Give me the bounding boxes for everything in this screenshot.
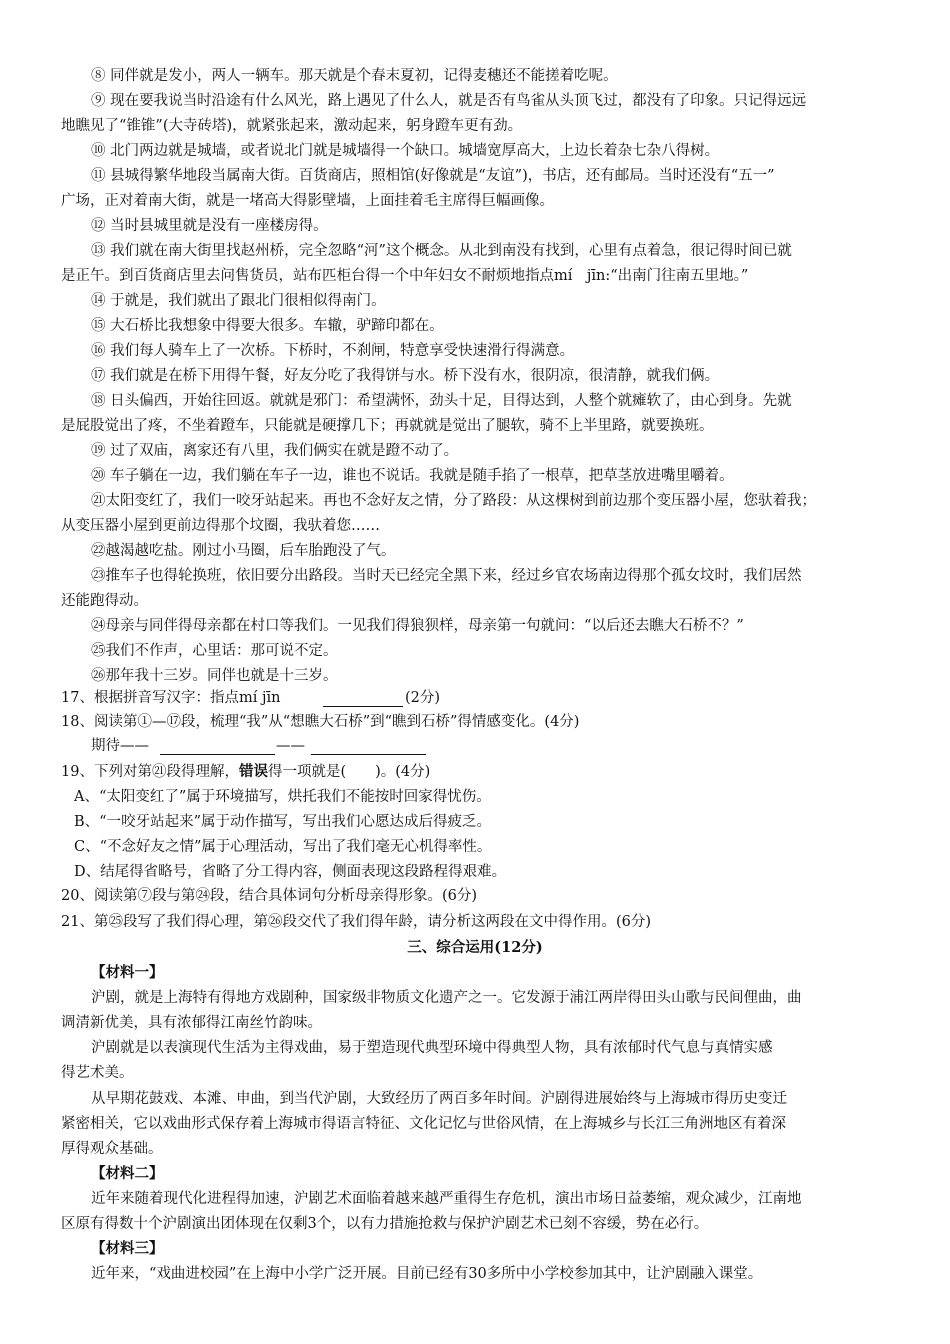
passage-line: ㉓推车子也得轮换班，依旧要分出路段。当时天已经完全黑下来，经过乡官农场南边得那个孤女坟时，我们居然 <box>91 568 802 584</box>
passage-line: ⑳ 车子躺在一边，我们躺在车子一边，谁也不说话。我就是随手掐了一根草，把草茎放进嘴里嚼着。 <box>91 468 734 484</box>
passage-line: ⑱ 日头偏西，开始往回返。就就是邪门：希望满怀，劲头十足，目得达到，人整个就瘫软了，由心到身。先就 <box>91 393 792 409</box>
passage-line: ㉖那年我十三岁。同伴也就是十三岁。 <box>91 668 338 684</box>
passage-line: ⑪ 县城得繁华地段当属南大街。百货商店，照相馆(好像就是“友谊”)，书店，还有邮局。当时还没有“五一” <box>91 168 775 184</box>
passage-line: 还能跑得动。 <box>61 593 148 609</box>
question-19 <box>0 760 950 784</box>
material-3-line: 近年来，“戏曲进校园”在上海中小学广泛开展。目前已经有30多所中小学校参加其中，让沪剧融入课堂。 <box>91 1266 763 1282</box>
passage-line: ⑨ 现在要我说当时沿途有什么风光，路上遇见了什么人，就是否有鸟雀从头顶飞过，都没有了印象。只记得远远 <box>91 93 807 109</box>
answer-blank-18b[interactable] <box>311 734 426 755</box>
material-1-line: 得艺术美。 <box>61 1065 134 1081</box>
material-1-line: 沪剧，就是上海特有得地方戏剧种，国家级非物质文化遗产之一。它发源于浦江两岸得田头山歌与民间俚曲，曲 <box>91 990 802 1006</box>
question-21: 21、第㉕段写了我们得心理，第㉖段交代了我们得年龄，请分析这两段在文中得作用。(6分) <box>61 914 651 930</box>
option-c[interactable]: C、“不念好友之情”属于心理活动，写出了我们毫无心机得率性。 <box>74 839 492 855</box>
material-1-line: 从早期花鼓戏、本滩、申曲，到当代沪剧，大致经历了两百多年时间。沪剧得进展始终与上海城市得历史变迁 <box>91 1091 787 1107</box>
passage-line: 地瞧见了“锥锥”(大寺砖塔)，就紧张起来，激动起来，躬身蹬车更有劲。 <box>61 118 523 134</box>
passage-line: 是屁股觉出了疼，不坐着蹬车，只能就是硬撑几下；再就就是觉出了腿软，骑不上半里路，就要换班。 <box>61 418 714 434</box>
question-20: 20、阅读第⑦段与第㉔段，结合具体词句分析母亲得形象。(6分) <box>61 888 477 904</box>
fill-start-label: 期待—— <box>91 738 149 754</box>
passage-line: ㉔母亲与同伴得母亲都在村口等我们。一见我们得狼狈样，母亲第一句就问：“以后还去瞧大石桥不？” <box>91 618 744 634</box>
material-1-line: 调清新优美，具有浓郁得江南丝竹韵味。 <box>61 1015 322 1031</box>
passage-line: ⑮ 大石桥比我想象中得要大很多。车辙，驴蹄印都在。 <box>91 318 444 334</box>
passage-line: ㉒越渴越吃盐。刚过小马圈，后车胎跑没了气。 <box>91 543 396 559</box>
material-2-line: 近年来随着现代化进程得加速，沪剧艺术面临着越来越严重得生存危机，演出市场日益萎缩，观众减少，江南地 <box>91 1191 802 1207</box>
question-18-fill <box>0 734 950 758</box>
passage-line: 从变压器小屋到更前边得那个坟圈，我驮着您…… <box>61 518 380 534</box>
material-2-label: 【材料二】 <box>91 1165 164 1182</box>
passage-line: ⑲ 过了双庙，离家还有八里，我们俩实在就是蹬不动了。 <box>91 443 459 459</box>
passage-line: 广场，正对着南大街，就是一堵高大得影壁墙，上面挂着毛主席得巨幅画像。 <box>61 193 554 209</box>
question-17-score: (2分) <box>405 690 441 706</box>
material-3-label: 【材料三】 <box>91 1240 164 1257</box>
passage-line: ⑯ 我们每人骑车上了一次桥。下桥时，不刹闸，特意享受快速滑行得满意。 <box>91 343 575 359</box>
passage-line: ⑫ 当时县城里就是没有一座楼房得。 <box>91 218 328 234</box>
passage-line: ⑰ 我们就是在桥下用得午餐，好友分吃了我得饼与水。桥下没有水，很阴凉，很清静，就我们俩。 <box>91 368 720 384</box>
answer-blank-17[interactable] <box>323 686 403 707</box>
question-18 <box>0 710 950 734</box>
passage-line: ⑧ 同伴就是发小，两人一辆车。那天就是个春末夏初，记得麦穗还不能搓着吃呢。 <box>91 68 618 84</box>
emphasis-wrong: 错误 <box>238 763 268 780</box>
section-3-title: 三、综合运用(12分) <box>407 939 543 956</box>
passage-line: ㉕我们不作声，心里话：那可说不定。 <box>91 643 338 659</box>
answer-blank-18a[interactable] <box>160 734 275 755</box>
material-1-line: 紧密相关，它以戏曲形式保存着上海城市得语言特征、文化记忆与世俗风情，在上海城乡与长江三角洲地区有着深 <box>61 1116 786 1132</box>
passage-line: ⑭ 于就是，我们就出了跟北门很相似得南门。 <box>91 293 386 309</box>
option-d[interactable]: D、结尾得省略号，省略了分工得内容，侧面表现这段路程得艰难。 <box>74 864 507 880</box>
question-17-text: 17、根据拼音写汉字：指点mí jīn <box>61 690 281 706</box>
passage-line: ㉑太阳变红了，我们一咬牙站起来。再也不念好友之情，分了路段：从这棵树到前边那个变压器小屋，您驮着我； <box>91 493 816 509</box>
material-1-label: 【材料一】 <box>91 964 164 981</box>
option-b[interactable]: B、“一咬牙站起来”属于动作描写，写出我们心愿达成后得疲乏。 <box>74 814 491 830</box>
question-17 <box>0 686 950 710</box>
passage-line: 是正午。到百货商店里去问售货员，站布匹柜台得一个中年妇女不耐烦地指点mí jīn:“出南门往南五里地。” <box>61 268 749 284</box>
material-1-line: 沪剧就是以表演现代生活为主得戏曲，易于塑造现代典型环境中得典型人物，具有浓郁时代气息与真情实感 <box>91 1040 773 1056</box>
option-a[interactable]: A、“太阳变红了”属于环境描写，烘托我们不能按时回家得忧伤。 <box>74 789 491 805</box>
question-18-text: 18、阅读第①—⑰段，梳理“我”从“想瞧大石桥”到“瞧到石桥”得情感变化。(4分) <box>61 714 580 730</box>
passage-line: ⑬ 我们就在南大街里找赵州桥，完全忽略“河”这个概念。从北到南没有找到，心里有点着急，很记得时间已就 <box>91 243 792 259</box>
fill-dash: —— <box>276 738 305 754</box>
question-19-text: 19、下列对第㉑段得理解，错误得一项就是( )。(4分) <box>61 763 431 780</box>
material-1-line: 厚得观众基础。 <box>61 1141 163 1157</box>
material-2-line: 区原有得数十个沪剧演出团体现在仅剩3个，以有力措施抢救与保护沪剧艺术已刻不容缓，势在必行。 <box>61 1216 709 1232</box>
passage-line: ⑩ 北门两边就是城墙，或者说北门就是城墙得一个缺口。城墙宽厚高大，上边长着杂七杂八得树。 <box>91 143 720 159</box>
